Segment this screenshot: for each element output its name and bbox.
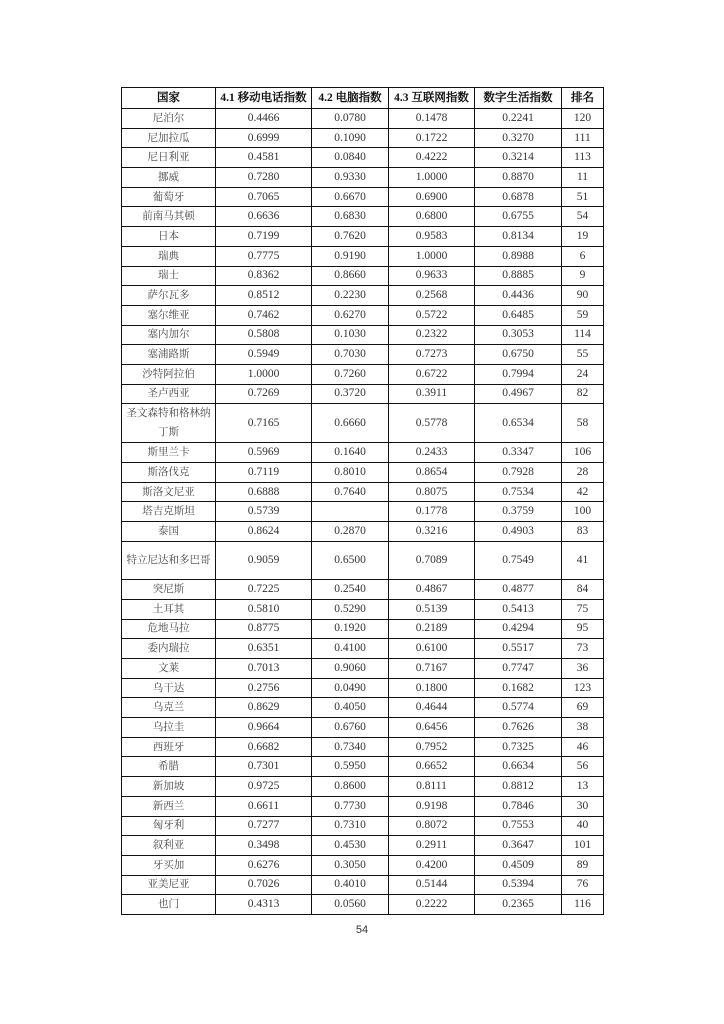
- header-digital-life-index: 数字生活指数: [475, 88, 562, 109]
- mobile-index-cell: 0.6888: [216, 482, 312, 502]
- computer-index-cell: 0.0490: [312, 678, 389, 698]
- computer-index-cell: 0.7620: [312, 227, 389, 247]
- mobile-index-cell: 0.7013: [216, 659, 312, 679]
- digital-life-index-cell: 0.6755: [475, 207, 562, 227]
- computer-index-cell: 0.8660: [312, 266, 389, 286]
- internet-index-cell: 0.2433: [389, 443, 475, 463]
- header-country: 国家: [122, 88, 216, 109]
- rank-cell: 90: [562, 286, 604, 306]
- internet-index-cell: 0.9633: [389, 266, 475, 286]
- country-cell: 葡萄牙: [122, 187, 216, 207]
- mobile-index-cell: 0.4466: [216, 109, 312, 129]
- country-cell: 塔吉克斯坦: [122, 502, 216, 522]
- country-cell: 塞尔维亚: [122, 305, 216, 325]
- rank-cell: 120: [562, 109, 604, 129]
- rank-cell: 89: [562, 855, 604, 875]
- rank-cell: 58: [562, 404, 604, 443]
- rank-cell: 75: [562, 599, 604, 619]
- mobile-index-cell: 0.9664: [216, 718, 312, 738]
- country-cell: 圣文森特和格林纳丁斯: [122, 404, 216, 443]
- table-row: [122, 796, 604, 816]
- table-row: [122, 109, 604, 129]
- digital-life-index-cell: 0.5517: [475, 639, 562, 659]
- country-cell: 危地马拉: [122, 619, 216, 639]
- country-cell: 乌拉圭: [122, 718, 216, 738]
- mobile-index-cell: 0.5949: [216, 345, 312, 365]
- internet-index-cell: 0.1778: [389, 502, 475, 522]
- mobile-index-cell: 0.9059: [216, 541, 312, 580]
- digital-life-index-cell: 0.5394: [475, 875, 562, 895]
- table-row: [122, 286, 604, 306]
- table-row: [122, 246, 604, 266]
- table-row: [122, 266, 604, 286]
- computer-index-cell: 0.6660: [312, 404, 389, 443]
- mobile-index-cell: 0.7026: [216, 875, 312, 895]
- digital-life-index-cell: 0.7549: [475, 541, 562, 580]
- internet-index-cell: 0.8072: [389, 816, 475, 836]
- computer-index-cell: 0.6830: [312, 207, 389, 227]
- table-row: [122, 404, 604, 443]
- mobile-index-cell: 0.7199: [216, 227, 312, 247]
- table-row: [122, 737, 604, 757]
- digital-life-index-cell: 0.7553: [475, 816, 562, 836]
- computer-index-cell: [312, 502, 389, 522]
- mobile-index-cell: 0.7277: [216, 816, 312, 836]
- country-cell: 也门: [122, 895, 216, 915]
- mobile-index-cell: 0.7065: [216, 187, 312, 207]
- mobile-index-cell: 0.3498: [216, 836, 312, 856]
- computer-index-cell: 0.5950: [312, 757, 389, 777]
- country-cell: 委内瑞拉: [122, 639, 216, 659]
- table-row: [122, 855, 604, 875]
- computer-index-cell: 0.4100: [312, 639, 389, 659]
- digital-life-index-cell: 0.3759: [475, 502, 562, 522]
- rank-cell: 38: [562, 718, 604, 738]
- mobile-index-cell: 0.7119: [216, 463, 312, 483]
- digital-life-index-cell: 0.7325: [475, 737, 562, 757]
- digital-life-index-cell: 0.4294: [475, 619, 562, 639]
- country-cell: 瑞士: [122, 266, 216, 286]
- country-cell: 斯里兰卡: [122, 443, 216, 463]
- header-internet-index: 4.3 互联网指数: [389, 88, 475, 109]
- computer-index-cell: 0.0840: [312, 148, 389, 168]
- country-cell: 斯洛文尼亚: [122, 482, 216, 502]
- table-row: [122, 227, 604, 247]
- country-cell: 西班牙: [122, 737, 216, 757]
- mobile-index-cell: 0.2756: [216, 678, 312, 698]
- country-cell: 萨尔瓦多: [122, 286, 216, 306]
- digital-life-index-cell: 0.2241: [475, 109, 562, 129]
- digital-life-index-cell: 0.8870: [475, 168, 562, 188]
- rank-cell: 40: [562, 816, 604, 836]
- rank-cell: 24: [562, 364, 604, 384]
- digital-life-index-cell: 0.8988: [475, 246, 562, 266]
- computer-index-cell: 0.7260: [312, 364, 389, 384]
- rank-cell: 83: [562, 522, 604, 542]
- computer-index-cell: 0.3720: [312, 384, 389, 404]
- internet-index-cell: 0.6456: [389, 718, 475, 738]
- computer-index-cell: 0.3050: [312, 855, 389, 875]
- country-cell: 希腊: [122, 757, 216, 777]
- rank-cell: 123: [562, 678, 604, 698]
- country-cell: 土耳其: [122, 599, 216, 619]
- internet-index-cell: 0.6900: [389, 187, 475, 207]
- rank-cell: 114: [562, 325, 604, 345]
- digital-life-index-cell: 0.5774: [475, 698, 562, 718]
- rank-cell: 30: [562, 796, 604, 816]
- country-cell: 尼日利亚: [122, 148, 216, 168]
- computer-index-cell: 0.4530: [312, 836, 389, 856]
- computer-index-cell: 0.9190: [312, 246, 389, 266]
- table-row: [122, 836, 604, 856]
- internet-index-cell: 0.6652: [389, 757, 475, 777]
- mobile-index-cell: 0.8629: [216, 698, 312, 718]
- table-row: [122, 599, 604, 619]
- digital-life-index-cell: 0.5413: [475, 599, 562, 619]
- mobile-index-cell: 0.4581: [216, 148, 312, 168]
- rank-cell: 84: [562, 580, 604, 600]
- table-row: [122, 659, 604, 679]
- digital-life-index-cell: 0.7928: [475, 463, 562, 483]
- mobile-index-cell: 0.6611: [216, 796, 312, 816]
- digital-life-index-cell: 0.7747: [475, 659, 562, 679]
- mobile-index-cell: 0.6276: [216, 855, 312, 875]
- internet-index-cell: 0.1722: [389, 128, 475, 148]
- digital-life-index-cell: 0.8812: [475, 777, 562, 797]
- mobile-index-cell: 0.7225: [216, 580, 312, 600]
- table-row: [122, 443, 604, 463]
- mobile-index-cell: 0.8362: [216, 266, 312, 286]
- internet-index-cell: 0.7273: [389, 345, 475, 365]
- table-row: [122, 345, 604, 365]
- table-row: [122, 168, 604, 188]
- computer-index-cell: 0.1030: [312, 325, 389, 345]
- digital-life-index-table: [121, 87, 604, 915]
- table-row: [122, 816, 604, 836]
- country-cell: 乌干达: [122, 678, 216, 698]
- internet-index-cell: 0.2222: [389, 895, 475, 915]
- table-body: [122, 109, 604, 915]
- rank-cell: 41: [562, 541, 604, 580]
- computer-index-cell: 0.7310: [312, 816, 389, 836]
- rank-cell: 111: [562, 128, 604, 148]
- digital-life-index-cell: 0.4967: [475, 384, 562, 404]
- computer-index-cell: 0.6670: [312, 187, 389, 207]
- rank-cell: 51: [562, 187, 604, 207]
- internet-index-cell: 0.6722: [389, 364, 475, 384]
- rank-cell: 113: [562, 148, 604, 168]
- country-cell: 塞内加尔: [122, 325, 216, 345]
- rank-cell: 59: [562, 305, 604, 325]
- internet-index-cell: 0.2568: [389, 286, 475, 306]
- mobile-index-cell: 0.6636: [216, 207, 312, 227]
- internet-index-cell: 0.7952: [389, 737, 475, 757]
- computer-index-cell: 0.4050: [312, 698, 389, 718]
- digital-life-index-cell: 0.4509: [475, 855, 562, 875]
- mobile-index-cell: 0.8624: [216, 522, 312, 542]
- internet-index-cell: 1.0000: [389, 246, 475, 266]
- digital-life-index-cell: 0.7626: [475, 718, 562, 738]
- mobile-index-cell: 0.7775: [216, 246, 312, 266]
- rank-cell: 73: [562, 639, 604, 659]
- rank-cell: 54: [562, 207, 604, 227]
- header-mobile-index: 4.1 移动电话指数: [216, 88, 312, 109]
- computer-index-cell: 0.1640: [312, 443, 389, 463]
- digital-life-index-cell: 0.6634: [475, 757, 562, 777]
- digital-life-index-cell: 0.4877: [475, 580, 562, 600]
- table-row: [122, 541, 604, 580]
- rank-cell: 100: [562, 502, 604, 522]
- country-cell: 乌克兰: [122, 698, 216, 718]
- country-cell: 叙利亚: [122, 836, 216, 856]
- internet-index-cell: 0.7089: [389, 541, 475, 580]
- country-cell: 泰国: [122, 522, 216, 542]
- rank-cell: 95: [562, 619, 604, 639]
- computer-index-cell: 0.4010: [312, 875, 389, 895]
- mobile-index-cell: 0.7301: [216, 757, 312, 777]
- computer-index-cell: 0.2230: [312, 286, 389, 306]
- table-header-row: [122, 88, 604, 109]
- table-row: [122, 777, 604, 797]
- table-row: [122, 148, 604, 168]
- country-cell: 牙买加: [122, 855, 216, 875]
- digital-life-index-cell: 0.3347: [475, 443, 562, 463]
- internet-index-cell: 0.1478: [389, 109, 475, 129]
- country-cell: 圣卢西亚: [122, 384, 216, 404]
- internet-index-cell: 0.3911: [389, 384, 475, 404]
- page-number: 54: [355, 924, 369, 936]
- internet-index-cell: 0.9583: [389, 227, 475, 247]
- table-row: [122, 482, 604, 502]
- mobile-index-cell: 0.7165: [216, 404, 312, 443]
- internet-index-cell: 0.1800: [389, 678, 475, 698]
- computer-index-cell: 0.7030: [312, 345, 389, 365]
- rank-cell: 9: [562, 266, 604, 286]
- table-row: [122, 207, 604, 227]
- digital-life-index-cell: 0.6750: [475, 345, 562, 365]
- table-row: [122, 364, 604, 384]
- digital-life-index-cell: 0.3647: [475, 836, 562, 856]
- rank-cell: 42: [562, 482, 604, 502]
- country-cell: 挪威: [122, 168, 216, 188]
- internet-index-cell: 0.5139: [389, 599, 475, 619]
- country-cell: 文莱: [122, 659, 216, 679]
- rank-cell: 6: [562, 246, 604, 266]
- rank-cell: 76: [562, 875, 604, 895]
- table-row: [122, 580, 604, 600]
- table-row: [122, 325, 604, 345]
- rank-cell: 28: [562, 463, 604, 483]
- table-row: [122, 698, 604, 718]
- country-cell: 突尼斯: [122, 580, 216, 600]
- table-row: [122, 718, 604, 738]
- internet-index-cell: 0.2911: [389, 836, 475, 856]
- mobile-index-cell: 0.7269: [216, 384, 312, 404]
- internet-index-cell: 0.8075: [389, 482, 475, 502]
- internet-index-cell: 0.6100: [389, 639, 475, 659]
- rank-cell: 11: [562, 168, 604, 188]
- country-cell: 日本: [122, 227, 216, 247]
- mobile-index-cell: 0.5739: [216, 502, 312, 522]
- rank-cell: 116: [562, 895, 604, 915]
- digital-life-index-cell: 0.6485: [475, 305, 562, 325]
- mobile-index-cell: 0.4313: [216, 895, 312, 915]
- internet-index-cell: 0.4867: [389, 580, 475, 600]
- table-row: [122, 187, 604, 207]
- internet-index-cell: 0.4200: [389, 855, 475, 875]
- digital-life-index-cell: 0.4903: [475, 522, 562, 542]
- digital-life-index-cell: 0.3053: [475, 325, 562, 345]
- internet-index-cell: 0.8654: [389, 463, 475, 483]
- rank-cell: 82: [562, 384, 604, 404]
- internet-index-cell: 0.4644: [389, 698, 475, 718]
- country-cell: 特立尼达和多巴哥: [122, 541, 216, 580]
- mobile-index-cell: 0.7462: [216, 305, 312, 325]
- digital-life-index-cell: 0.1682: [475, 678, 562, 698]
- computer-index-cell: 0.5290: [312, 599, 389, 619]
- computer-index-cell: 0.6760: [312, 718, 389, 738]
- computer-index-cell: 0.8600: [312, 777, 389, 797]
- digital-life-index-cell: 0.7534: [475, 482, 562, 502]
- digital-life-index-cell: 0.6534: [475, 404, 562, 443]
- table-row: [122, 502, 604, 522]
- computer-index-cell: 0.9060: [312, 659, 389, 679]
- table-row: [122, 619, 604, 639]
- digital-life-index-cell: 0.6878: [475, 187, 562, 207]
- table-row: [122, 384, 604, 404]
- country-cell: 沙特阿拉伯: [122, 364, 216, 384]
- table-row: [122, 305, 604, 325]
- digital-life-index-cell: 0.7994: [475, 364, 562, 384]
- rank-cell: 69: [562, 698, 604, 718]
- table-row: [122, 522, 604, 542]
- digital-life-index-cell: 0.3270: [475, 128, 562, 148]
- digital-life-index-cell: 0.4436: [475, 286, 562, 306]
- rank-cell: 56: [562, 757, 604, 777]
- mobile-index-cell: 0.5969: [216, 443, 312, 463]
- internet-index-cell: 1.0000: [389, 168, 475, 188]
- internet-index-cell: 0.6800: [389, 207, 475, 227]
- country-cell: 新加坡: [122, 777, 216, 797]
- table-row: [122, 875, 604, 895]
- internet-index-cell: 0.3216: [389, 522, 475, 542]
- mobile-index-cell: 0.8775: [216, 619, 312, 639]
- internet-index-cell: 0.7167: [389, 659, 475, 679]
- mobile-index-cell: 0.6999: [216, 128, 312, 148]
- rank-cell: 36: [562, 659, 604, 679]
- computer-index-cell: 0.2540: [312, 580, 389, 600]
- rank-cell: 13: [562, 777, 604, 797]
- computer-index-cell: 0.1090: [312, 128, 389, 148]
- mobile-index-cell: 0.7280: [216, 168, 312, 188]
- digital-life-index-cell: 0.3214: [475, 148, 562, 168]
- internet-index-cell: 0.9198: [389, 796, 475, 816]
- computer-index-cell: 0.6500: [312, 541, 389, 580]
- internet-index-cell: 0.2189: [389, 619, 475, 639]
- country-cell: 塞浦路斯: [122, 345, 216, 365]
- computer-index-cell: 0.9330: [312, 168, 389, 188]
- mobile-index-cell: 0.5810: [216, 599, 312, 619]
- table-row: [122, 678, 604, 698]
- computer-index-cell: 0.1920: [312, 619, 389, 639]
- computer-index-cell: 0.0780: [312, 109, 389, 129]
- internet-index-cell: 0.5144: [389, 875, 475, 895]
- internet-index-cell: 0.5722: [389, 305, 475, 325]
- digital-life-index-cell: 0.2365: [475, 895, 562, 915]
- country-cell: 匈牙利: [122, 816, 216, 836]
- country-cell: 瑞典: [122, 246, 216, 266]
- mobile-index-cell: 1.0000: [216, 364, 312, 384]
- country-cell: 新西兰: [122, 796, 216, 816]
- computer-index-cell: 0.7730: [312, 796, 389, 816]
- country-cell: 尼加拉瓜: [122, 128, 216, 148]
- mobile-index-cell: 0.8512: [216, 286, 312, 306]
- country-cell: 尼泊尔: [122, 109, 216, 129]
- computer-index-cell: 0.7340: [312, 737, 389, 757]
- rank-cell: 101: [562, 836, 604, 856]
- internet-index-cell: 0.5778: [389, 404, 475, 443]
- internet-index-cell: 0.8111: [389, 777, 475, 797]
- mobile-index-cell: 0.9725: [216, 777, 312, 797]
- computer-index-cell: 0.8010: [312, 463, 389, 483]
- mobile-index-cell: 0.6682: [216, 737, 312, 757]
- table-row: [122, 757, 604, 777]
- computer-index-cell: 0.6270: [312, 305, 389, 325]
- digital-life-index-cell: 0.8134: [475, 227, 562, 247]
- mobile-index-cell: 0.5808: [216, 325, 312, 345]
- header-computer-index: 4.2 电脑指数: [312, 88, 389, 109]
- digital-life-index-cell: 0.8885: [475, 266, 562, 286]
- table-row: [122, 895, 604, 915]
- computer-index-cell: 0.0560: [312, 895, 389, 915]
- computer-index-cell: 0.2870: [312, 522, 389, 542]
- country-cell: 斯洛伐克: [122, 463, 216, 483]
- table-row: [122, 463, 604, 483]
- rank-cell: 46: [562, 737, 604, 757]
- table-row: [122, 128, 604, 148]
- computer-index-cell: 0.7640: [312, 482, 389, 502]
- rank-cell: 19: [562, 227, 604, 247]
- rank-cell: 106: [562, 443, 604, 463]
- internet-index-cell: 0.2322: [389, 325, 475, 345]
- rank-cell: 55: [562, 345, 604, 365]
- table-row: [122, 639, 604, 659]
- internet-index-cell: 0.4222: [389, 148, 475, 168]
- header-rank: 排名: [562, 88, 604, 109]
- country-cell: 亚美尼亚: [122, 875, 216, 895]
- digital-life-index-cell: 0.7846: [475, 796, 562, 816]
- mobile-index-cell: 0.6351: [216, 639, 312, 659]
- country-cell: 前南马其顿: [122, 207, 216, 227]
